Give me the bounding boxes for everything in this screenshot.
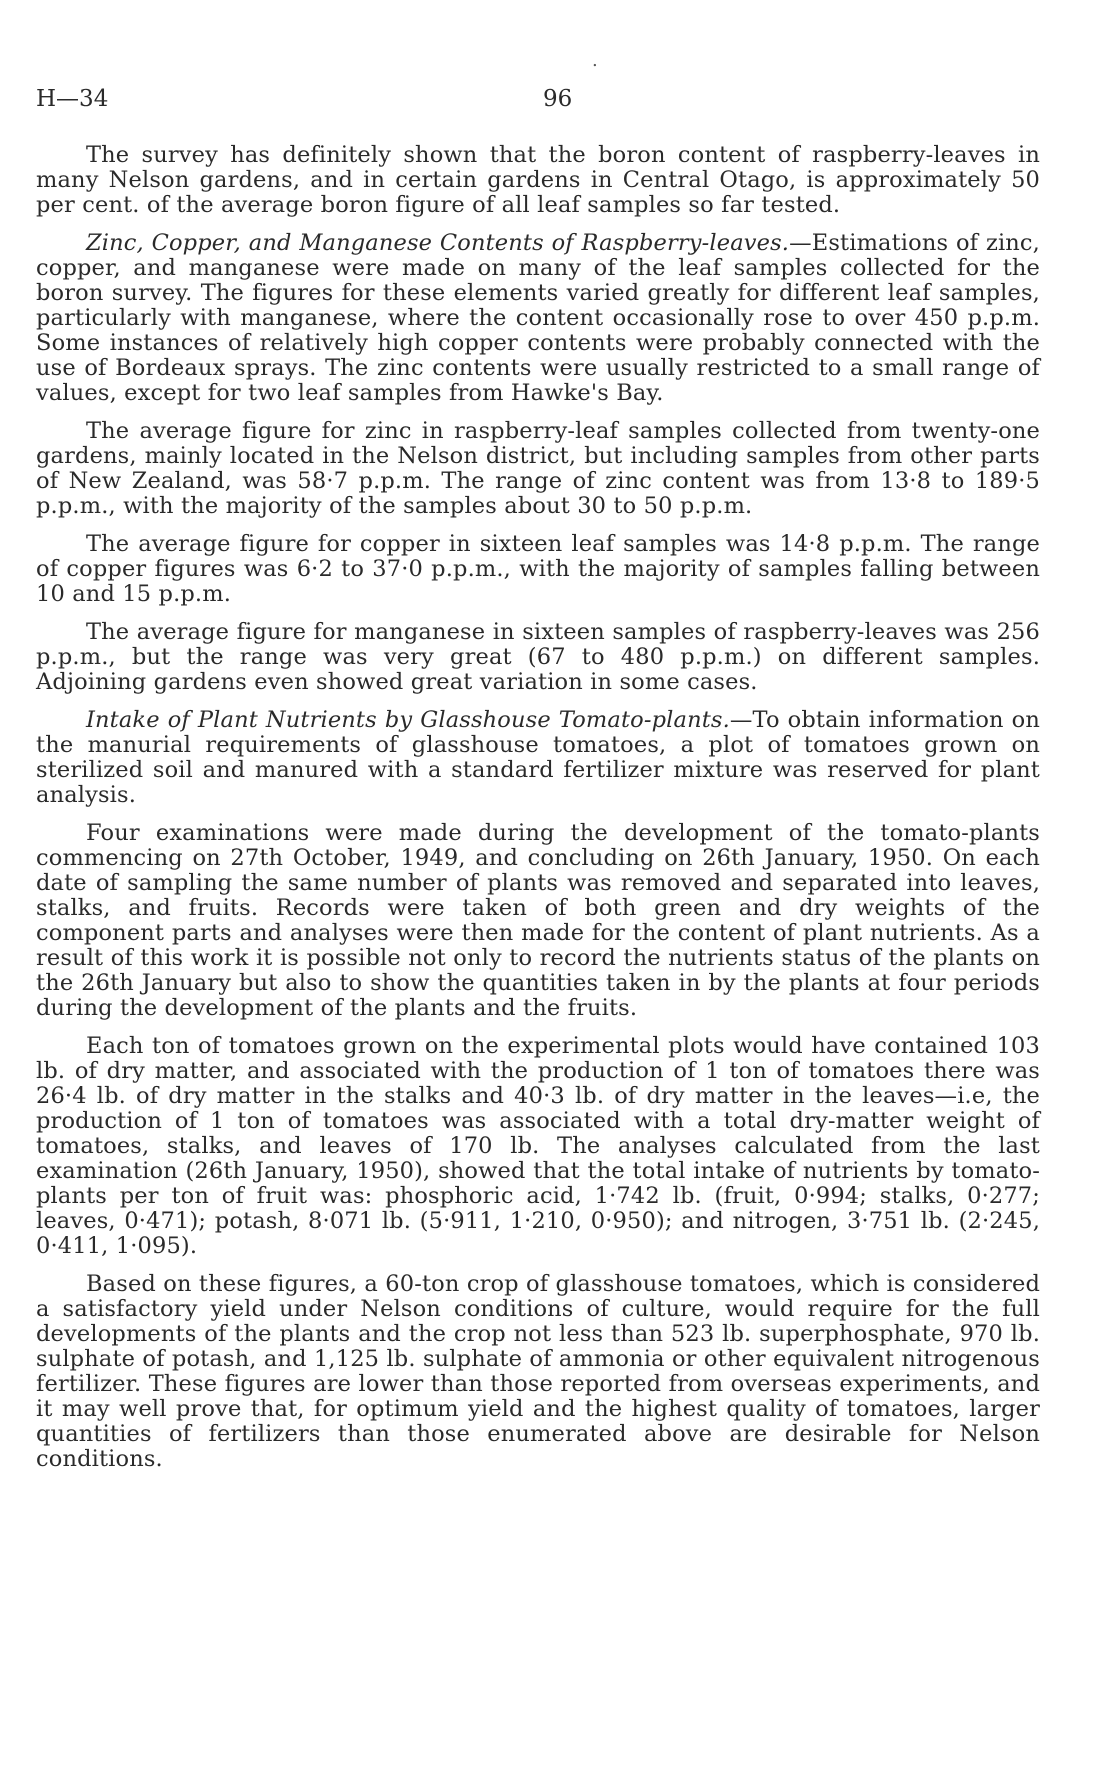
paragraph-text: The average figure for manganese in sixteen samples of raspberry-leaves was 256 p.p.m., but the range was very great (67 to 480 p.p.m.) on different samples. Adjoining gardens even showed great variation in some cases.: [36, 619, 1040, 695]
page-reference: H—34: [36, 86, 109, 112]
paragraph-examinations: [36, 821, 1040, 1021]
paragraph-manganese-average: [36, 620, 1040, 695]
page-mark: .: [592, 50, 598, 71]
paragraph-dry-matter: [36, 1034, 1040, 1259]
paragraph-text: The survey has definitely shown that the boron content of raspberry-leaves in many Nelson gardens, and in certain gardens in Central Otago, is approximately 50 per cent. of the average boron figure of all leaf samples so far tested.: [36, 142, 1040, 218]
paragraph-text: The average figure for zinc in raspberry-leaf samples collected from twenty-one gardens, mainly located in the Nelson district, but including samples from other parts of New Zealand, was 58·7 p.p.m. The range of zinc content was from 13·8 to 189·5 p.p.m., with the majority of the samples about 30 to 50 p.p.m.: [36, 418, 1040, 519]
paragraph-tomato-intake: [36, 708, 1040, 808]
paragraph-text: —Estimations of zinc, copper, and manganese were made on many of the leaf samples collected for the boron survey. The figures for these elements varied greatly for different leaf samples, particularly with manganese, where the content occasionally rose to over 450 p.p.m. Some instances of relatively high copper contents were probably connected with the use of Bordeaux sprays. The zinc contents were usually restricted to a small range of values, except for two leaf samples from Hawke's Bay.: [36, 230, 1040, 406]
paragraph-boron-survey: [36, 143, 1040, 218]
page-number: 96: [543, 86, 573, 112]
paragraph-zinc-average: [36, 419, 1040, 519]
paragraph-text: Based on these figures, a 60-ton crop of glasshouse tomatoes, which is considered a satisfactory yield under Nelson conditions of culture, would require for the full developments of the plants and the crop not less than 523 lb. superphosphate, 970 lb. sulphate of potash, and 1,125 lb. sulphate of ammonia or other equivalent nitrogenous fertilizer. These figures are lower than those reported from overseas experiments, and it may well prove that, for optimum yield and the highest quality of tomatoes, larger quantities of fertilizers than those enumerated above are desirable for Nelson conditions.: [36, 1271, 1040, 1472]
paragraph-fertilizer-requirement: [36, 1272, 1040, 1472]
page-header: [36, 50, 1036, 120]
paragraph-zinc-copper-manganese: [36, 231, 1040, 406]
paragraph-text: Four examinations were made during the development of the tomato-plants commencing on 27th October, 1949, and concluding on 26th January, 1950. On each date of sampling the same number of plants was removed and separated into leaves, stalks, and fruits. Records were taken of both green and dry weights of the component parts and analyses were then made for the content of plant nutrients. As a result of this work it is possible not only to record the nutrients status of the plants on the 26th January but also to show the quantities taken in by the plants at four periods during the development of the plants and the fruits.: [36, 820, 1040, 1021]
document-body: [36, 143, 1040, 1485]
section-heading: Intake of Plant Nutrients by Glasshouse Tomato-plants.: [86, 707, 730, 733]
section-heading: Zinc, Copper, and Manganese Contents of Raspberry-leaves.: [86, 230, 790, 256]
paragraph-text: Each ton of tomatoes grown on the experimental plots would have contained 103 lb. of dry matter, and associated with the production of 1 ton of tomatoes there was 26·4 lb. of dry matter in the stalks and 40·3 lb. of dry matter in the leaves—i.e, the production of 1 ton of tomatoes was associated with a total dry-matter weight of tomatoes, stalks, and leaves of 170 lb. The analyses calculated from the last examination (26th January, 1950), showed that the total intake of nutrients by tomato-plants per ton of fruit was: phosphoric acid, 1·742 lb. (fruit, 0·994; stalks, 0·277; leaves, 0·471); potash, 8·071 lb. (5·911, 1·210, 0·950); and nitrogen, 3·751 lb. (2·245, 0·411, 1·095).: [36, 1033, 1040, 1259]
paragraph-copper-average: [36, 532, 1040, 607]
paragraph-text: The average figure for copper in sixteen leaf samples was 14·8 p.p.m. The range of copper figures was 6·2 to 37·0 p.p.m., with the majority of samples falling between 10 and 15 p.p.m.: [36, 531, 1040, 607]
paragraph-text: —To obtain information on the manurial requirements of glasshouse tomatoes, a plot of tomatoes grown on sterilized soil and manured with a standard fertilizer mixture was reserved for plant analysis.: [36, 707, 1040, 808]
